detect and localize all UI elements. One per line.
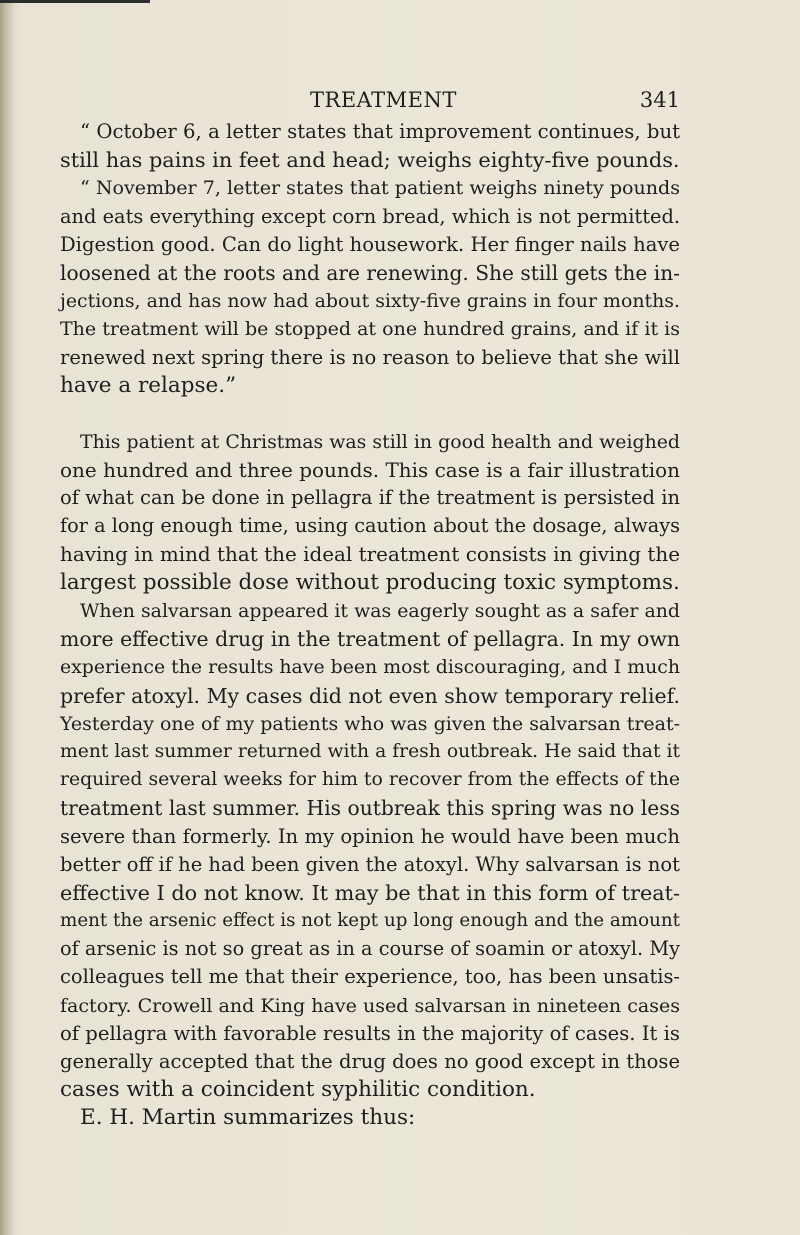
- text-line: have a relapse.”: [60, 372, 237, 398]
- text-line: “ November 7, letter states that patient weighs ninety pounds: [80, 177, 680, 200]
- running-title: TREATMENT: [310, 88, 457, 112]
- text-line: better off if he had been given the atoxyl. Why salvarsan is not: [60, 852, 680, 876]
- text-line: When salvarsan appeared it was eagerly sought as a safer and: [80, 600, 680, 622]
- text-line: treatment last summer. His outbreak this spring was no less: [60, 796, 680, 821]
- text-line: Yesterday one of my patients who was given the salvarsan treat-: [60, 712, 680, 735]
- text-line: still has pains in feet and head; weighs eighty-five pounds.: [60, 148, 680, 173]
- text-line: The treatment will be stopped at one hundred grains, and if it is: [60, 318, 680, 341]
- text-line: “ October 6, a letter states that improvement continues, but: [80, 120, 680, 143]
- text-line: loosened at the roots and are renewing. She still gets the in-: [60, 260, 680, 285]
- text-line: cases with a coincident syphilitic condition.: [60, 1077, 536, 1103]
- text-line: more effective drug in the treatment of pellagra. In my own: [60, 627, 680, 652]
- text-line: experience the results have been most discouraging, and I much: [60, 656, 680, 679]
- text-line: Digestion good. Can do light housework. Her finger nails have: [60, 232, 680, 256]
- text-line: largest possible dose without producing toxic symptoms.: [60, 569, 680, 595]
- text-line: jections, and has now had about sixty-five grains in four months.: [60, 290, 680, 313]
- text-line: generally accepted that the drug does no good except in those: [60, 1050, 680, 1073]
- text-line: renewed next spring there is no reason to believe that she will: [60, 345, 680, 369]
- text-line: having in mind that the ideal treatment consists in giving the: [60, 542, 680, 566]
- text-line: E. H. Martin summarizes thus:: [80, 1105, 416, 1131]
- text-line: prefer atoxyl. My cases did not even show temporary relief.: [60, 683, 680, 708]
- page-number: 341: [639, 88, 680, 112]
- text-line: required several weeks for him to recover from the effects of the: [60, 769, 680, 791]
- body-text: [60, 118, 680, 1133]
- text-line: severe than formerly. In my opinion he would have been much: [60, 824, 680, 848]
- text-line: of what can be done in pellagra if the treatment is persisted in: [60, 486, 680, 510]
- text-line: effective I do not know. It may be that in this form of treat-: [60, 880, 680, 905]
- text-line: colleagues tell me that their experience, too, has been unsatis-: [60, 965, 680, 989]
- text-line: ment last summer returned with a fresh outbreak. He said that it: [60, 740, 680, 762]
- text-line: ment the arsenic effect is not kept up long enough and the amount: [60, 910, 680, 932]
- text-line: This patient at Christmas was still in good health and weighed: [80, 430, 680, 453]
- top-rule: [0, 0, 150, 3]
- text-line: and eats everything except corn bread, which is not permitted.: [60, 204, 680, 228]
- text-line: factory. Crowell and King have used salvarsan in nineteen cases: [60, 994, 680, 1017]
- text-line: one hundred and three pounds. This case is a fair illustration: [60, 458, 680, 483]
- binding-shadow: [0, 0, 14, 1235]
- page-header: [60, 88, 680, 118]
- text-line: for a long enough time, using caution about the dosage, always: [60, 514, 680, 538]
- text-line: of arsenic is not so great as in a course of soamin or atoxyl. My: [60, 937, 680, 961]
- paragraph-gap: [60, 400, 680, 428]
- text-line: of pellagra with favorable results in the majority of cases. It is: [60, 1021, 680, 1045]
